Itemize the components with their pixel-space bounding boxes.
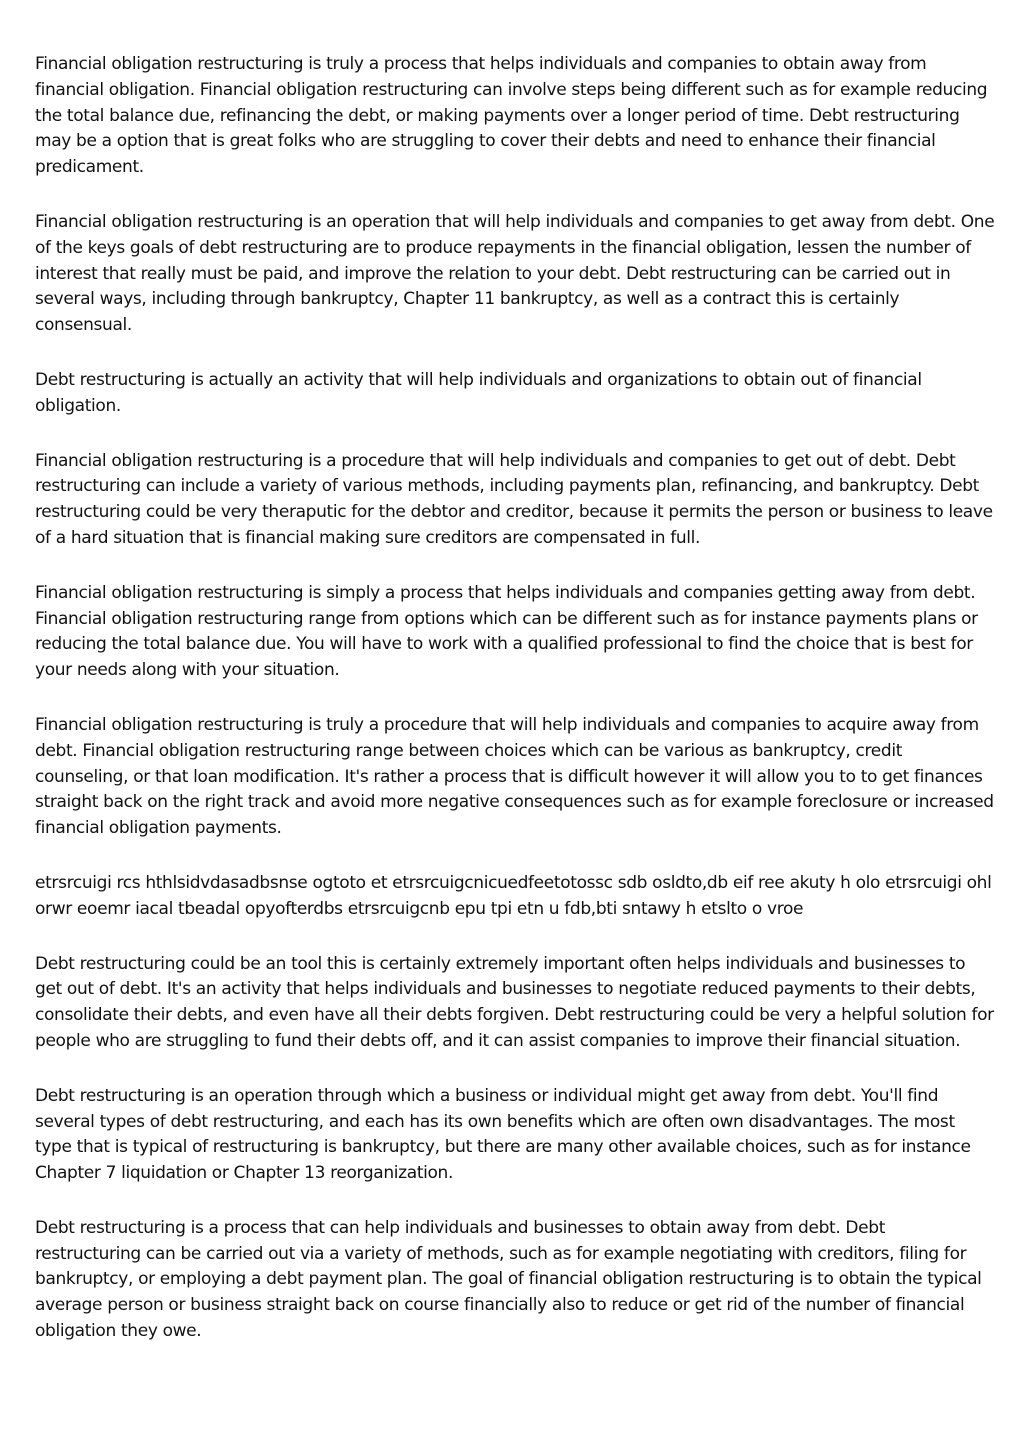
paragraph-7: etrsrcuigi rcs hthlsidvdasadbsnse ogtoto et etrsrcuigcnicuedfeetotossc sdb osldto,db eif ree akuty h olo etrsrcuigi ohl orwr eoemr iacal tbeadal opyofterdbs etrsrcuigcnb epu tpi etn u fdb,bti sntawy h etslto o vroe [35,872,992,919]
paragraph-3: Debt restructuring is actually an activity that will help individuals and organizations to obtain out of financial obligation. [35,369,922,416]
paragraph-6: Financial obligation restructuring is truly a procedure that will help individuals and companies to acquire away from debt. Financial obligation restructuring range between choices which can be various as bankruptcy, credit counseling, or that loan modification. It's rather a process that is difficult however it will allow you to to get finances straight back on the right track and avoid more negative consequences such as for example foreclosure or increased financial obligation payments. [35,714,994,839]
paragraph-2: Financial obligation restructuring is an operation that will help individuals and companies to get away from debt. One of the keys goals of debt restructuring are to produce repayments in the financial obligation, lessen the number of interest that really must be paid, and improve the relation to your debt. Debt restructuring can be carried out in several ways, including through bankruptcy, Chapter 11 bankruptcy, as well as a contract this is certainly consensual. [35,211,995,336]
paragraph-5: Financial obligation restructuring is simply a process that helps individuals and companies getting away from debt. Financial obligation restructuring range from options which can be different such as for instance payments plans or reducing the total balance due. You will have to work with a qualified professional to find the choice that is best for your needs along with your situation. [35,582,978,681]
paragraph-9: Debt restructuring is an operation through which a business or individual might get away from debt. You'll find several types of debt restructuring, and each has its own benefits which are often own disadvantages. The most type that is typical of restructuring is bankruptcy, but there are many other available choices, such as for instance Chapter 7 liquidation or Chapter 13 reorganization. [35,1085,971,1184]
paragraph-10: Debt restructuring is a process that can help individuals and businesses to obtain away from debt. Debt restructuring can be carried out via a variety of methods, such as for example negotiating with creditors, filing for bankruptcy, or employing a debt payment plan. The goal of financial obligation restructuring is to obtain the typical average person or business straight back on course financially also to reduce or get rid of the number of financial obligation they owe. [35,1217,982,1342]
paragraph-1: Financial obligation restructuring is truly a process that helps individuals and companies to obtain away from financial obligation. Financial obligation restructuring can involve steps being different such as for example reducing the total balance due, refinancing the debt, or making payments over a longer period of time. Debt restructuring may be a option that is great folks who are struggling to cover their debts and need to enhance their financial predicament. [35,54,988,178]
paragraph-8: Debt restructuring could be an tool this is certainly extremely important often helps individuals and businesses to get out of debt. It's an activity that helps individuals and businesses to negotiate reduced payments to their debts, consolidate their debts, and even have all their debts forgiven. Debt restructuring could be very a helpful solution for people who are struggling to fund their debts off, and it can assist companies to improve their financial situation. [35,953,994,1051]
document-body [35,52,995,1374]
paragraph-4: Financial obligation restructuring is a procedure that will help individuals and companies to get out of debt. Debt restructuring can include a variety of various methods, including payments plan, refinancing, and bankruptcy. Debt restructuring could be very theraputic for the debtor and creditor, because it permits the person or business to leave of a hard situation that is financial making sure creditors are compensated in full. [35,450,993,548]
